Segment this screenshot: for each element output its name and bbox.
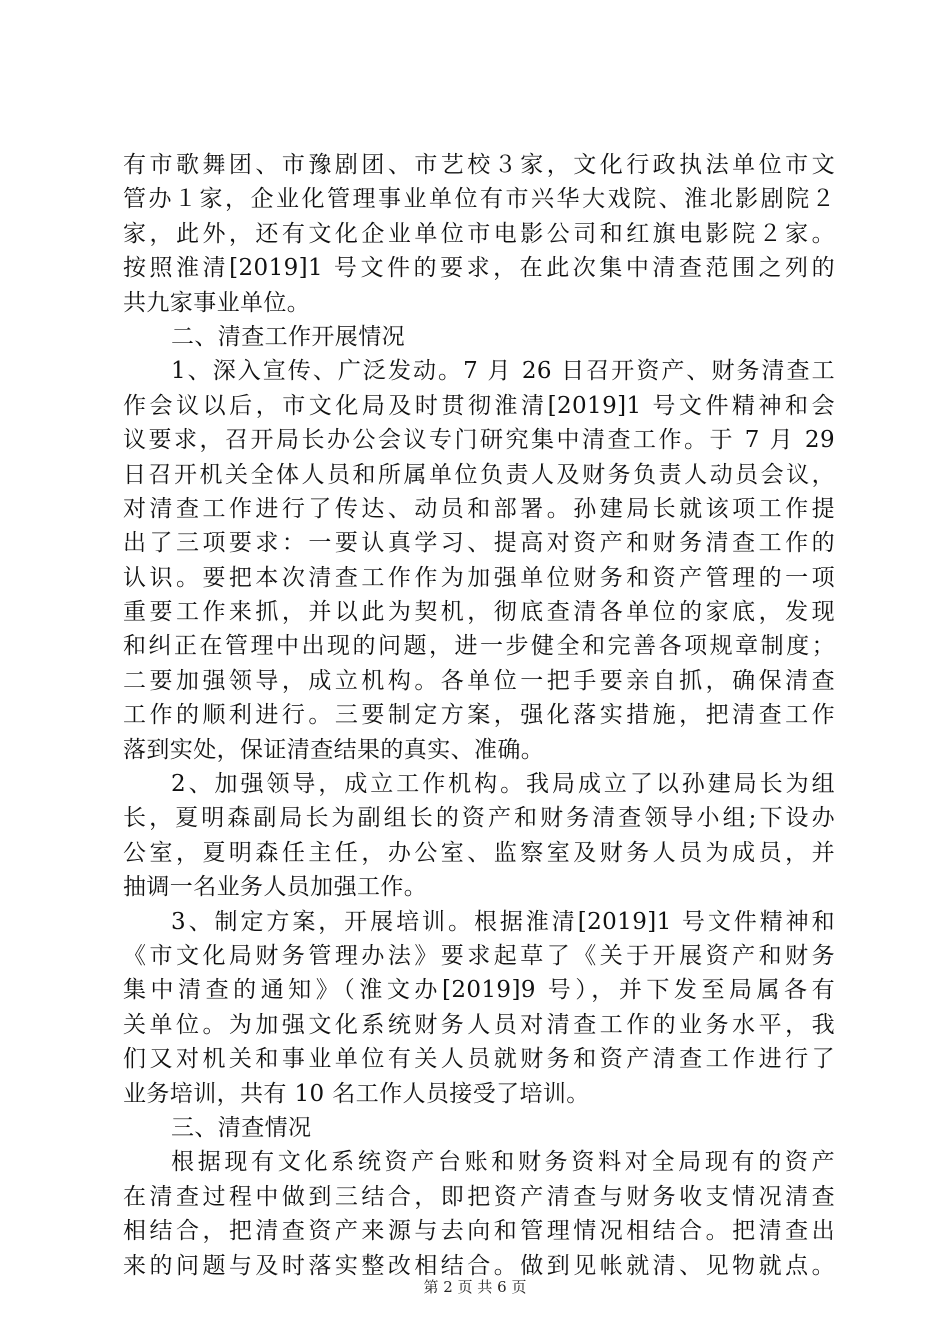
text-line: 落到实处，保证清查结果的真实、准确。 [123,736,545,763]
text-line: 有市歌舞团、市豫剧团、市艺校３家，文化行政执法单位市文 [123,152,835,178]
text-line: 来的问题与及时落实整改相结合。做到见帐就清、见物就点。 [123,1252,835,1279]
text-line: 和纠正在管理中出现的问题，进一步健全和完善各项规章制度； [123,633,835,660]
text-line: 共九家事业单位。 [123,289,311,316]
text-line: 日召开机关全体人员和所属单位负责人及财务负责人动员会议， [123,461,835,488]
text-line: 对清查工作进行了传达、动员和部署。孙建局长就该项工作提 [123,495,835,522]
text-line: 抽调一名业务人员加强工作。 [123,874,428,901]
text-line: 在清查过程中做到三结合，即把资产清查与财务收支情况清查 [123,1183,835,1210]
text-line: 二要加强领导，成立机构。各单位一把手要亲自抓，确保清查 [123,667,835,694]
page-footer: 第 2 页 共 6 页 [423,1278,527,1296]
text-line: 二、清查工作开展情况 [171,323,405,350]
document-body [123,148,835,1283]
text-line: 根据现有文化系统资产台账和财务资料对全局现有的资产 [171,1149,835,1176]
text-line: 议要求，召开局长办公会议专门研究集中清查工作。于 7 月 29 [123,427,835,454]
text-line: 2、加强领导，成立工作机构。我局成立了以孙建局长为组 [171,771,835,798]
text-line: 认识。要把本次清查工作作为加强单位财务和资产管理的一项 [123,564,835,591]
text-line: 业务培训，共有 10 名工作人员接受了培训。 [123,1080,590,1107]
text-line: 3、制定方案，开展培训。根据淮清[2019]1 号文件精神和 [171,908,835,935]
text-line: 相结合，把清查资产来源与去向和管理情况相结合。把清查出 [123,1218,835,1245]
text-line: 家，此外，还有文化企业单位市电影公司和红旗电影院２家。 [123,220,835,247]
text-line: 《市文化局财务管理办法》要求起草了《关于开展资产和财务 [123,942,835,969]
text-line: 重要工作来抓，并以此为契机，彻底查清各单位的家底，发现 [123,599,835,626]
text-line: 关单位。为加强文化系统财务人员对清查工作的业务水平，我 [123,1011,835,1038]
text-line: 集中清查的通知》（淮文办[2019]9 号），并下发至局属各有 [123,977,835,1004]
text-line: 作会议以后，市文化局及时贯彻淮清[2019]1 号文件精神和会 [123,392,835,419]
text-line: 公室，夏明森任主任，办公室、监察室及财务人员为成员，并 [123,839,835,866]
text-line: 长，夏明森副局长为副组长的资产和财务清查领导小组;下设办 [123,805,835,832]
text-line: 1、深入宣传、广泛发动。7 月 26 日召开资产、财务清查工 [171,358,835,385]
text-line: 管办１家，企业化管理事业单位有市兴华大戏院、淮北影剧院２ [123,186,835,213]
text-line: 工作的顺利进行。三要制定方案，强化落实措施，把清查工作 [123,702,835,729]
text-line: 出了三项要求：一要认真学习、提高对资产和财务清查工作的 [123,530,835,557]
text-line: 们又对机关和事业单位有关人员就财务和资产清查工作进行了 [123,1046,835,1073]
text-line: 三、清查情况 [171,1114,312,1141]
text-line: 按照淮清[2019]1 号文件的要求，在此次集中清查范围之列的 [123,255,835,282]
